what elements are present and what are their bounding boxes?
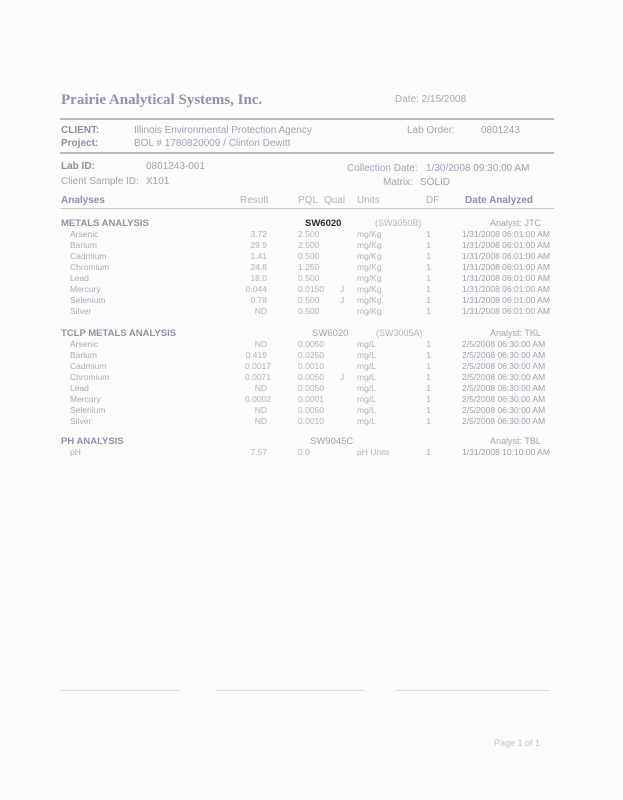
date-analyzed: 1/31/2008 06:01:00 AM	[462, 262, 550, 272]
pql-value: 0.0	[298, 447, 310, 457]
analyte-name: Barium	[70, 350, 97, 360]
analyte-name: Arsenic	[70, 229, 99, 239]
result-value: 0.0002	[245, 394, 271, 404]
units-value: pH Units	[357, 447, 390, 457]
col-qual: Qual	[324, 195, 346, 206]
units-value: mg/Kg	[357, 240, 382, 250]
analyte-name: Arsenic	[70, 339, 99, 349]
dilution-factor: 1	[426, 262, 431, 272]
table-row	[0, 295, 623, 306]
footer-rule	[395, 690, 550, 691]
analyte-name: Cadmium	[70, 361, 107, 371]
pql-value: 0.500	[298, 295, 320, 305]
dilution-factor: 1	[426, 416, 431, 426]
date-analyzed: 2/5/2008 06:30:00 AM	[462, 372, 546, 382]
result-value: 0.044	[245, 284, 267, 294]
col-date-analyzed: Date Analyzed	[465, 195, 533, 206]
result-value: ND	[254, 306, 267, 316]
date-analyzed: 1/31/2008 06:01:00 AM	[462, 273, 550, 283]
units-value: mg/Kg	[357, 262, 382, 272]
units-value: mg/L	[357, 394, 376, 404]
pql-value: 0.500	[298, 251, 320, 261]
client-value: Illinois Environmental Protection Agency	[134, 125, 312, 136]
date-analyzed: 1/31/2008 06:01:00 AM	[462, 306, 550, 316]
table-row	[0, 262, 623, 273]
analyte-name: Chromium	[70, 372, 110, 382]
table-row	[0, 394, 623, 405]
analyte-name: Lead	[70, 273, 89, 283]
footer-rule	[60, 690, 180, 691]
date-analyzed: 1/31/2008 06:01:00 AM	[462, 251, 550, 261]
analyte-name: Silver	[70, 416, 92, 426]
pql-value: 0.500	[298, 306, 320, 316]
page-number: Page 1 of 1	[494, 738, 541, 748]
matrix-value: SOLID	[420, 177, 451, 188]
dilution-factor: 1	[426, 273, 431, 283]
client-sample-label: Client Sample ID:	[61, 176, 139, 187]
table-row	[0, 339, 623, 350]
date-analyzed: 1/31/2008 06:01:00 AM	[462, 229, 550, 239]
section-method: SW9045C	[310, 436, 354, 447]
dilution-factor: 1	[426, 372, 431, 382]
units-value: mg/L	[357, 350, 376, 360]
analyte-name: Selenium	[70, 405, 106, 415]
result-value: 18.0	[250, 273, 267, 283]
section-analyst: Analyst: JTC	[490, 218, 542, 228]
pql-value: 0.0050	[298, 372, 324, 382]
date-analyzed: 1/31/2008 10:10:00 AM	[462, 447, 550, 457]
units-value: mg/L	[357, 361, 376, 371]
table-row	[0, 284, 623, 295]
lab-id-value: 0801243-001	[146, 161, 205, 172]
dilution-factor: 1	[426, 339, 431, 349]
result-value: 0.0071	[245, 372, 271, 382]
section-prep-method: (SW3005A)	[376, 328, 423, 338]
col-analyses: Analyses	[61, 195, 105, 206]
result-value: 0.0017	[245, 361, 271, 371]
analyte-name: Silver	[70, 306, 92, 316]
pql-value: 2.500	[298, 229, 320, 239]
lab-order-label: Lab Order:	[407, 125, 455, 136]
table-row	[0, 383, 623, 394]
date-analyzed: 2/5/2008 06:30:00 AM	[462, 350, 546, 360]
analyte-name: Cadmium	[70, 251, 107, 261]
result-value: ND	[254, 339, 267, 349]
pql-value: 2.500	[298, 240, 320, 250]
footer-rule	[215, 690, 365, 691]
pql-value: 0.0050	[298, 383, 324, 393]
date-analyzed: 1/31/2008 06:01:00 AM	[462, 284, 550, 294]
pql-value: 1.250	[298, 262, 320, 272]
units-value: mg/Kg	[357, 295, 382, 305]
date-analyzed: 2/5/2008 06:30:00 AM	[462, 383, 546, 393]
units-value: mg/L	[357, 416, 376, 426]
units-value: mg/L	[357, 339, 376, 349]
date-analyzed: 2/5/2008 06:30:00 AM	[462, 405, 546, 415]
result-value: 3.72	[250, 229, 267, 239]
section-title: TCLP METALS ANALYSIS	[61, 328, 177, 339]
dilution-factor: 1	[426, 295, 431, 305]
date-analyzed: 2/5/2008 06:30:00 AM	[462, 361, 546, 371]
pql-value: 0.0050	[298, 405, 324, 415]
units-value: mg/L	[357, 372, 376, 382]
table-row	[0, 306, 623, 317]
section-analyst: Analyst: TBL	[490, 436, 541, 446]
header-rule-top	[60, 118, 554, 120]
project-label: Project:	[61, 138, 99, 149]
date-analyzed: 2/5/2008 06:30:00 AM	[462, 394, 546, 404]
project-value: BOL # 1780820009 / Clinton Dewitt	[134, 138, 291, 149]
result-value: 24.8	[250, 262, 267, 272]
units-value: mg/Kg	[357, 273, 382, 283]
section-prep-method: (SW3050B)	[375, 218, 422, 228]
section-title: METALS ANALYSIS	[61, 218, 149, 229]
date-analyzed: 2/5/2008 06:30:00 AM	[462, 416, 546, 426]
table-row	[0, 273, 623, 284]
table-row	[0, 251, 623, 262]
units-value: mg/Kg	[357, 251, 382, 261]
analyte-name: Mercury	[70, 394, 101, 404]
section-title: PH ANALYSIS	[61, 436, 124, 447]
analyte-name: Barium	[70, 240, 97, 250]
dilution-factor: 1	[426, 394, 431, 404]
date-analyzed: 1/31/2008 06:01:00 AM	[462, 295, 550, 305]
col-units: Units	[357, 195, 380, 206]
column-header-rule	[60, 208, 554, 209]
collection-date-label: Collection Date:	[347, 163, 418, 174]
dilution-factor: 1	[426, 306, 431, 316]
result-value: 1.41	[250, 251, 267, 261]
pql-value: 0.0150	[298, 284, 324, 294]
analyte-name: Selenium	[70, 295, 106, 305]
pql-value: 0.0010	[298, 416, 324, 426]
result-value: 7.57	[250, 447, 267, 457]
col-result: Result	[240, 195, 269, 206]
units-value: mg/Kg	[357, 284, 382, 294]
table-row	[0, 405, 623, 416]
qualifier: J	[340, 284, 345, 294]
qualifier: J	[340, 295, 345, 305]
matrix-label: Matrix:	[383, 177, 413, 188]
dilution-factor: 1	[426, 361, 431, 371]
units-value: mg/Kg	[357, 229, 382, 239]
qualifier: J	[340, 372, 345, 382]
lab-id-label: Lab ID:	[61, 161, 95, 172]
pql-value: 0.0010	[298, 361, 324, 371]
table-row	[0, 372, 623, 383]
col-pql: PQL	[298, 195, 319, 206]
pql-value: 0.0001	[298, 394, 324, 404]
dilution-factor: 1	[426, 229, 431, 239]
analyte-name: Lead	[70, 383, 89, 393]
collection-date-value: 1/30/2008 09:30:00 AM	[426, 163, 530, 174]
result-value: ND	[254, 416, 267, 426]
units-value: mg/L	[357, 405, 376, 415]
table-row	[0, 240, 623, 251]
analyte-name: pH	[70, 447, 81, 457]
result-value: 0.78	[250, 295, 267, 305]
dilution-factor: 1	[426, 383, 431, 393]
result-value: 29.9	[250, 240, 267, 250]
analyte-name: Chromium	[70, 262, 110, 272]
dilution-factor: 1	[426, 284, 431, 294]
lab-order-value: 0801243	[481, 125, 520, 136]
header-rule-bottom	[60, 152, 554, 154]
units-value: mg/L	[357, 383, 376, 393]
client-label: CLIENT:	[61, 125, 100, 136]
section-analyst: Analyst: TKL	[490, 328, 541, 338]
result-value: ND	[254, 383, 267, 393]
units-value: mg/Kg	[357, 306, 382, 316]
table-row	[0, 229, 623, 240]
result-value: ND	[254, 405, 267, 415]
col-df: DF	[426, 195, 440, 206]
table-row	[0, 361, 623, 372]
report-date: Date: 2/15/2008	[395, 94, 467, 105]
pql-value: 0.0250	[298, 350, 324, 360]
pql-value: 0.500	[298, 273, 320, 283]
dilution-factor: 1	[426, 447, 431, 457]
dilution-factor: 1	[426, 240, 431, 250]
section-method: SW6020	[305, 218, 342, 229]
client-sample-value: X101	[146, 176, 170, 187]
table-row	[0, 350, 623, 361]
date-analyzed: 1/31/2008 06:01:00 AM	[462, 240, 550, 250]
table-row	[0, 416, 623, 427]
company-name: Prairie Analytical Systems, Inc.	[61, 92, 263, 108]
analyte-name: Mercury	[70, 284, 101, 294]
dilution-factor: 1	[426, 405, 431, 415]
dilution-factor: 1	[426, 350, 431, 360]
date-analyzed: 2/5/2008 06:30:00 AM	[462, 339, 546, 349]
section-method: SW6020	[312, 328, 349, 339]
dilution-factor: 1	[426, 251, 431, 261]
table-row	[0, 447, 623, 458]
pql-value: 0.0050	[298, 339, 324, 349]
result-value: 0.419	[245, 350, 267, 360]
